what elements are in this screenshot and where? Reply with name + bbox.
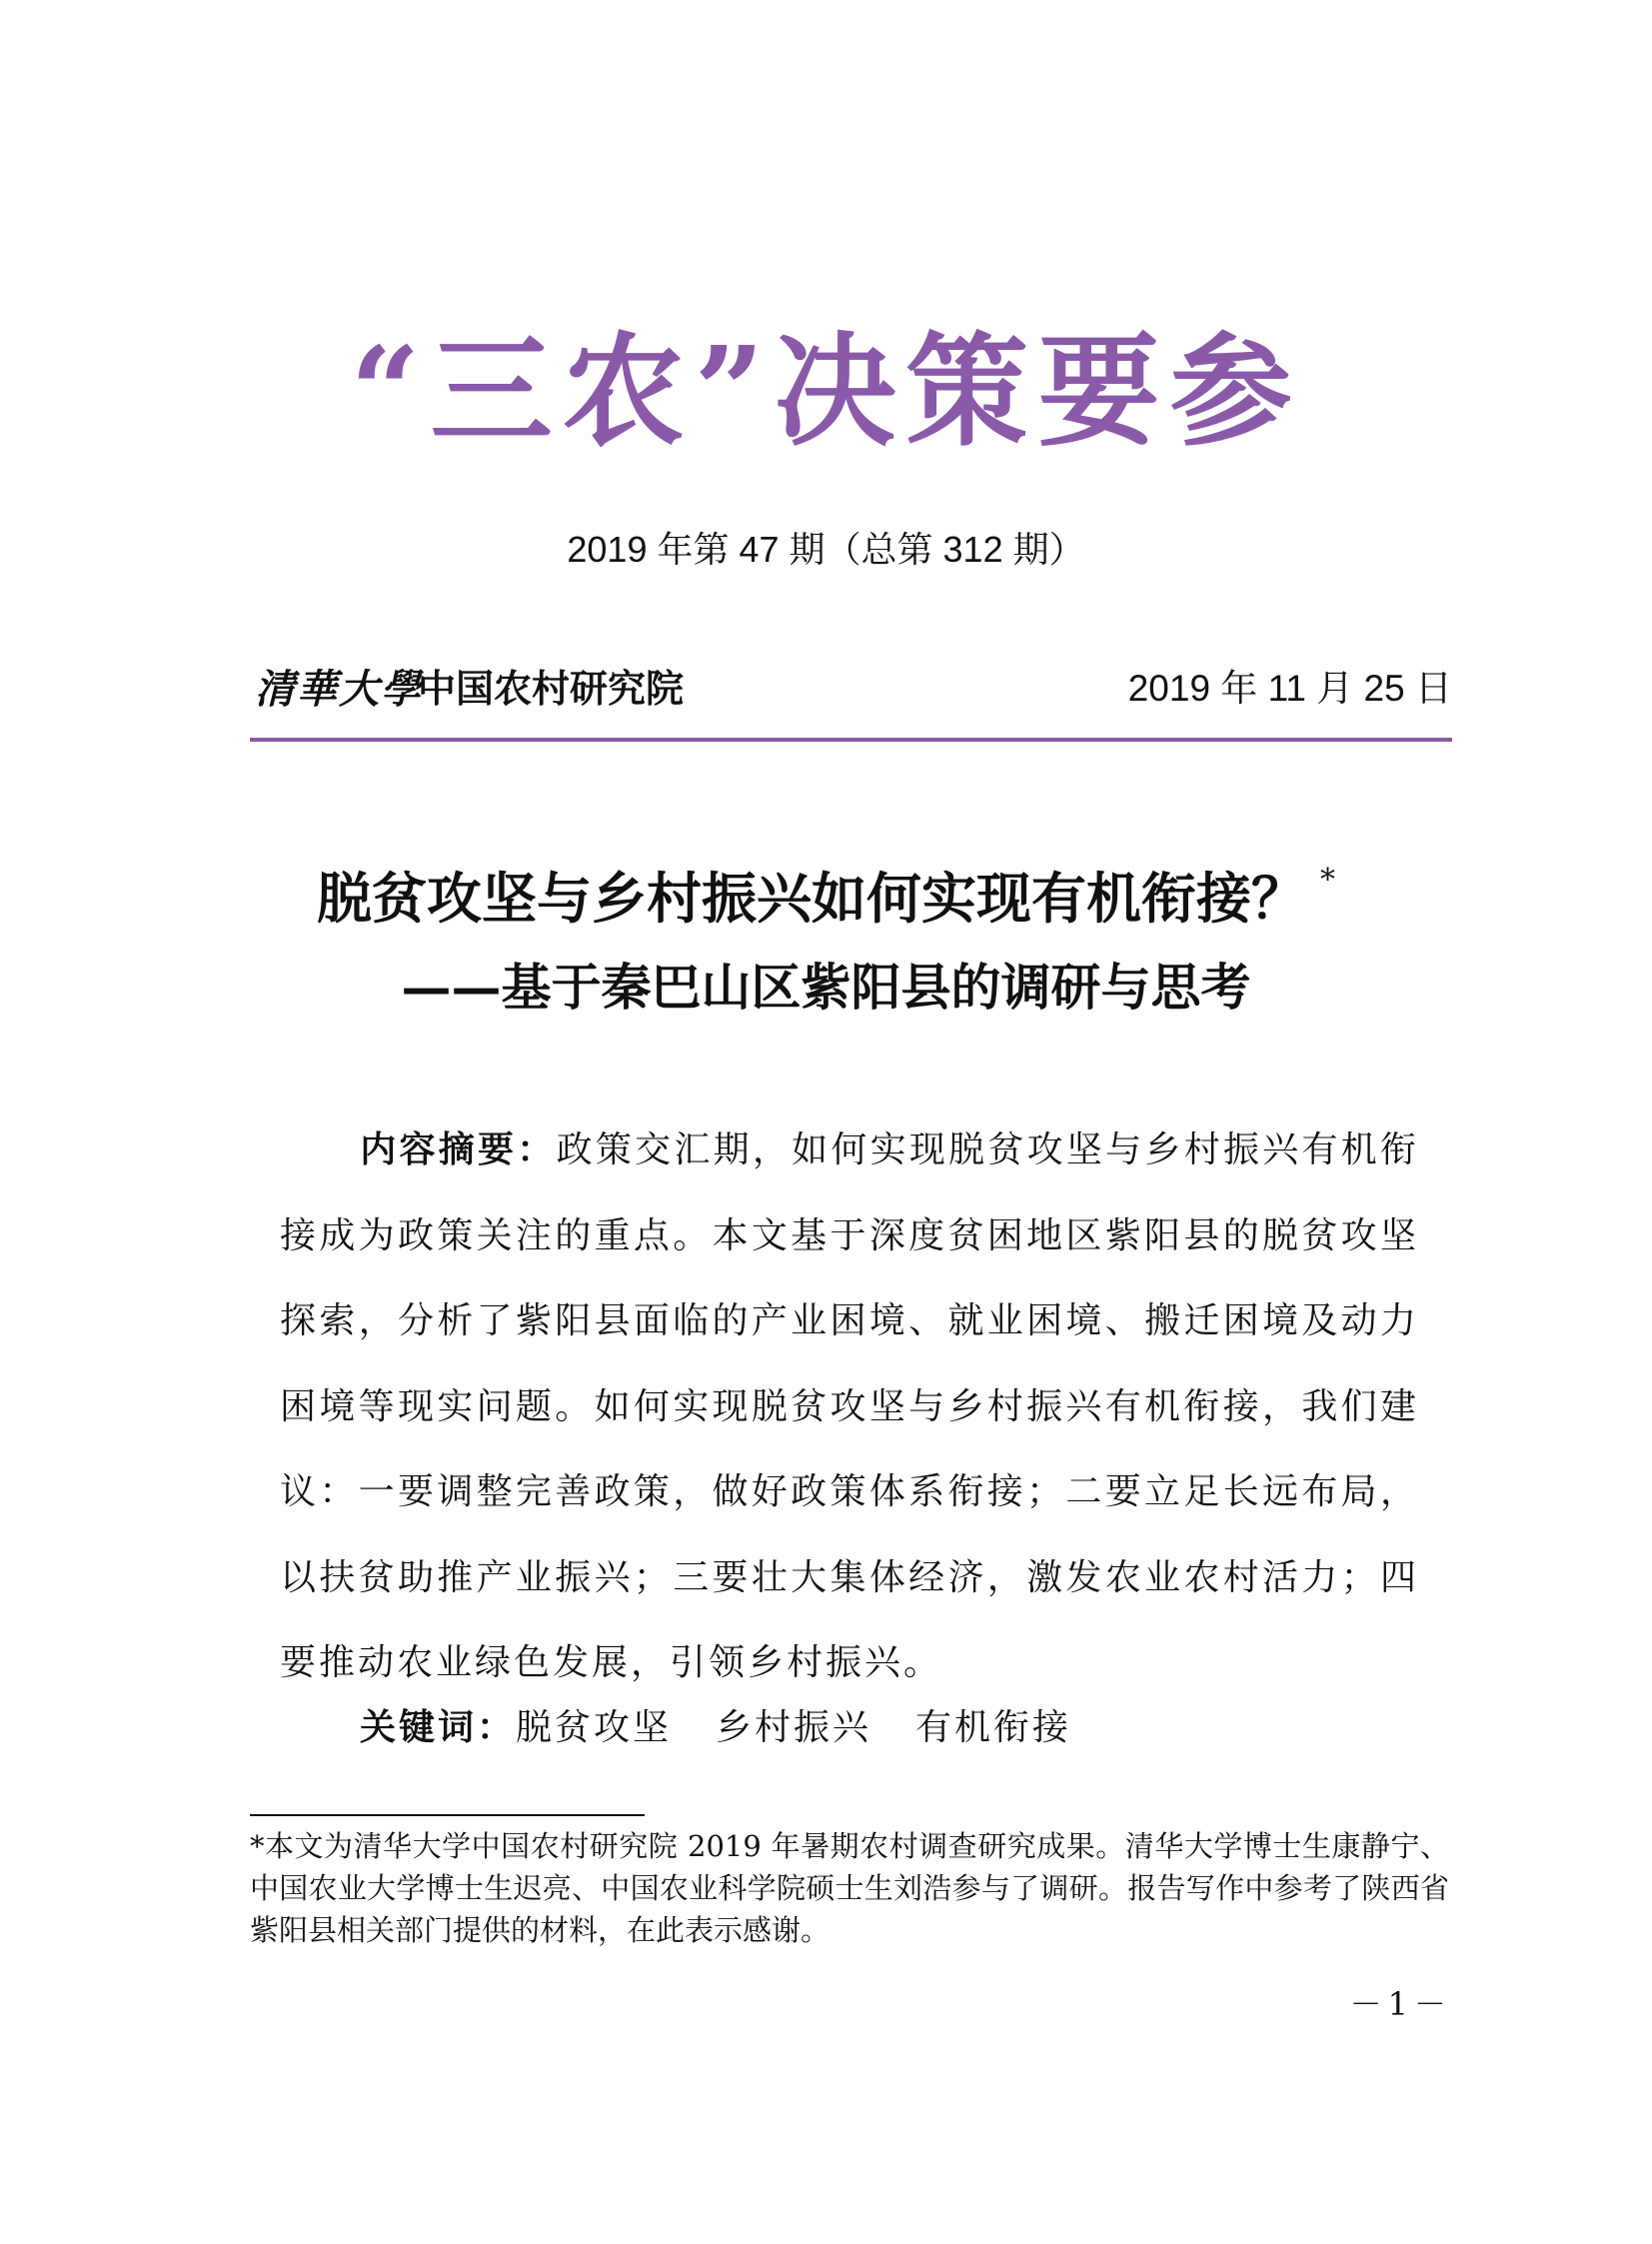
article-subtitle: ——基于秦巴山区紫阳县的调研与思考 [401, 958, 1251, 1017]
header-divider [250, 738, 1452, 742]
article-title [0, 855, 1652, 934]
keywords-line [360, 1699, 1115, 1750]
university-logo-text: 清華大學 [255, 666, 423, 713]
keyword-item: 脱贫攻坚 [516, 1707, 673, 1748]
footnote-marker: * [1320, 863, 1335, 898]
keywords-label: 关键词： [360, 1707, 517, 1748]
institute-name: 中国农村研究院 [418, 666, 685, 711]
masthead-title: “三农”决策要参 [350, 319, 1302, 463]
footnote-divider [250, 1814, 645, 1816]
footnote-text: *本文为清华大学中国农村研究院 2019 年暑期农村调查研究成果。清华大学博士生康静宁、中国农业大学博士生迟亮、中国农业科学院硕士生刘浩参与了调研。报告写作中参考了陕西省紫阳县相关部门提供的材料，在此表示感谢。 [250, 1829, 1449, 1947]
abstract-paragraph [280, 1108, 1419, 1706]
keyword-item: 乡村振兴 [716, 1707, 872, 1748]
abstract-label: 内容摘要： [360, 1129, 557, 1170]
publication-date: 2019 年 11 月 25 日 [1127, 668, 1452, 709]
page-number: －1－ [1349, 1985, 1452, 2023]
issue-line: 2019 年第 47 期（总第 312 期） [567, 529, 1085, 570]
abstract-text: 政策交汇期，如何实现脱贫攻坚与乡村振兴有机衔接成为政策关注的重点。本文基于深度贫困地区紫阳县的脱贫攻坚探索，分析了紫阳县面临的产业困境、就业困境、搬迁困境及动力困境等现实问题。如何实现脱贫攻坚与乡村振兴有机衔接，我们建议：一要调整完善政策，做好政策体系衔接；二要立足长远布局，以扶贫助推产业振兴；三要壮大集体经济，激发农业农村活力；四要推动农业绿色发展，引领乡村振兴。 [280, 1129, 1419, 1683]
keyword-item: 有机衔接 [915, 1707, 1072, 1748]
article-title-text: 脱贫攻坚与乡村振兴如何实现有机衔接？ [316, 866, 1306, 931]
